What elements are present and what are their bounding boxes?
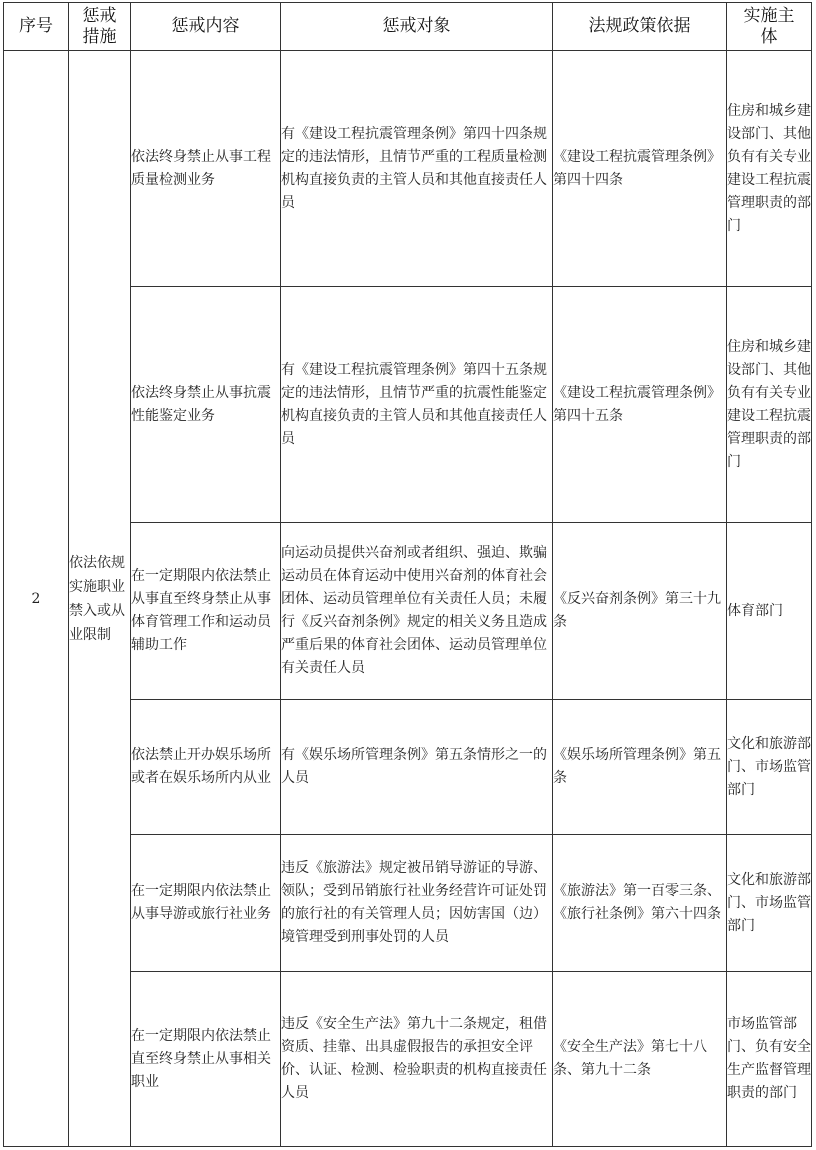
content-cell: 在一定期限内依法禁止从事导游或旅行社业务 (131, 835, 281, 972)
table-row (4, 51, 812, 287)
org-cell: 住房和城乡建设部门、其他负有有关专业建设工程抗震管理职责的部门 (727, 287, 812, 523)
basis-cell: 《旅游法》第一百零三条、《旅行社条例》第六十四条 (553, 835, 727, 972)
basis-cell: 《安全生产法》第七十八条、第九十二条 (553, 972, 727, 1147)
target-cell: 违反《安全生产法》第九十二条规定，租借资质、挂靠、出具虚假报告的承担安全评价、认证、检测、检验职责的机构直接责任人员 (281, 972, 553, 1147)
basis-cell: 《娱乐场所管理条例》第五条 (553, 700, 727, 835)
content-cell: 在一定期限内依法禁止从事直至终身禁止从事体育管理工作和运动员辅助工作 (131, 523, 281, 700)
content-cell: 依法终身禁止从事抗震性能鉴定业务 (131, 287, 281, 523)
basis-cell: 《反兴奋剂条例》第三十九条 (553, 523, 727, 700)
basis-cell: 《建设工程抗震管理条例》第四十四条 (553, 51, 727, 287)
header-seq: 序号 (4, 3, 69, 51)
target-cell: 违反《旅游法》规定被吊销导游证的导游、领队；受到吊销旅行社业务经营许可证处罚的旅行社的有关管理人员；因妨害国（边）境管理受到刑事处罚的人员 (281, 835, 553, 972)
basis-cell: 《建设工程抗震管理条例》第四十五条 (553, 287, 727, 523)
content-cell: 依法禁止开办娱乐场所或者在娱乐场所内从业 (131, 700, 281, 835)
punishment-table (3, 2, 812, 1147)
org-cell: 体育部门 (727, 523, 812, 700)
org-cell: 住房和城乡建设部门、其他负有有关专业建设工程抗震管理职责的部门 (727, 51, 812, 287)
content-cell: 在一定期限内依法禁止直至终身禁止从事相关职业 (131, 972, 281, 1147)
target-cell: 向运动员提供兴奋剂或者组织、强迫、欺骗运动员在体育运动中使用兴奋剂的体育社会团体、运动员管理单位有关责任人员；未履行《反兴奋剂条例》规定的相关义务且造成严重后果的体育社会团体、运动员管理单位有关责任人员 (281, 523, 553, 700)
org-cell: 文化和旅游部门、市场监管部门 (727, 835, 812, 972)
seq-number: 2 (4, 51, 69, 1147)
target-cell: 有《建设工程抗震管理条例》第四十五条规定的违法情形，且情节严重的抗震性能鉴定机构直接负责的主管人员和其他直接责任人员 (281, 287, 553, 523)
content-cell: 依法终身禁止从事工程质量检测业务 (131, 51, 281, 287)
header-basis: 法规政策依据 (553, 3, 727, 51)
header-content: 惩戒内容 (131, 3, 281, 51)
target-cell: 有《建设工程抗震管理条例》第四十四条规定的违法情形，且情节严重的工程质量检测机构直接负责的主管人员和其他直接责任人员 (281, 51, 553, 287)
header-target: 惩戒对象 (281, 3, 553, 51)
header-org: 实施主体 (727, 3, 812, 51)
org-cell: 市场监管部门、负有安全生产监督管理职责的部门 (727, 972, 812, 1147)
target-cell: 有《娱乐场所管理条例》第五条情形之一的人员 (281, 700, 553, 835)
org-cell: 文化和旅游部门、市场监管部门 (727, 700, 812, 835)
header-row (4, 3, 812, 51)
header-measure: 惩戒措施 (69, 3, 131, 51)
measure-cell: 依法依规实施职业禁入或从业限制 (69, 51, 131, 1147)
